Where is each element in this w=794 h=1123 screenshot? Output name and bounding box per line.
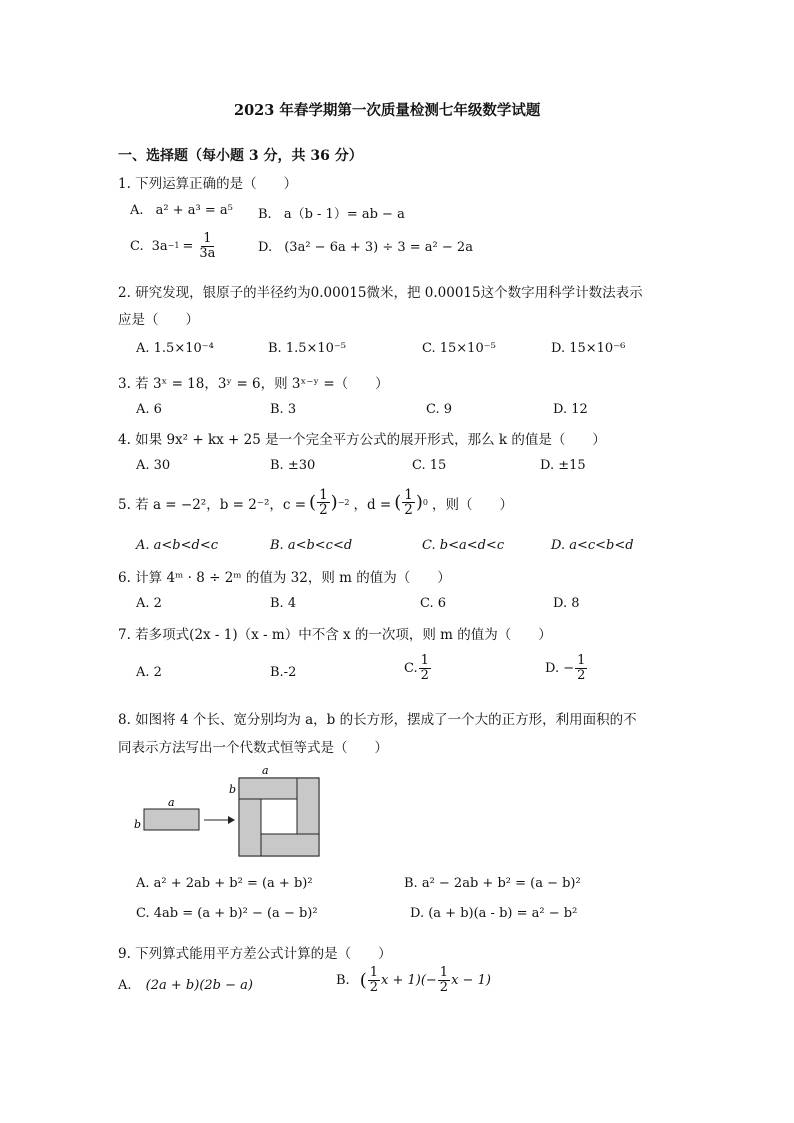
q7-c-fraction <box>419 654 431 682</box>
q1-option-d[interactable] <box>258 240 473 255</box>
q1-option-b[interactable] <box>258 203 405 222</box>
section-heading: 一、选择题（每小题 3 分，共 36 分） <box>118 148 363 164</box>
q9-option-b[interactable] <box>336 966 491 994</box>
q9-b-fraction2 <box>438 966 450 994</box>
q9-b-open: ( <box>359 969 367 991</box>
q7-option-d[interactable] <box>545 654 588 682</box>
q8-option-a[interactable]: A. a² + 2ab + b² = (a + b)² <box>136 876 313 891</box>
q2-option-d[interactable]: D. 15×10⁻⁶ <box>551 341 626 356</box>
rect-left <box>239 799 261 856</box>
q9-a-label: A. <box>118 978 132 993</box>
q8-option-d[interactable]: D. (a + b)(a - b) = a² − b² <box>410 906 578 921</box>
arrow-head-icon <box>228 816 235 824</box>
q5-option-c[interactable]: C. b<a<d<c <box>422 538 505 553</box>
q9-option-a[interactable] <box>118 978 253 993</box>
q1-b-text: a（b - 1）= ab − a <box>283 207 405 222</box>
rect-right <box>297 778 319 834</box>
q9-stem: 9. 下列算式能用平方差公式计算的是（ ） <box>118 946 392 962</box>
q1-c-fraction <box>197 232 217 260</box>
q6-option-d[interactable]: D. 8 <box>553 596 580 611</box>
q9-b-label: B. <box>336 972 350 988</box>
q7-d-num: 1 <box>577 653 586 668</box>
fig-label-b-large: b <box>229 783 237 796</box>
single-rectangle <box>144 809 199 830</box>
q1-d-label: D. <box>258 240 273 255</box>
q5-c-fraction <box>317 488 330 517</box>
q1-stem: 1. 下列运算正确的是（ ） <box>118 176 298 192</box>
q6-option-b[interactable]: B. 4 <box>270 596 297 611</box>
q3-option-d[interactable]: D. 12 <box>553 402 588 417</box>
q1-c-eq: = <box>182 238 194 254</box>
q1-option-c[interactable]: C. 3a −1 = $\frac{1}{3a}$ <box>130 231 216 261</box>
fig-label-b-small: b <box>134 818 142 831</box>
q5-c-num: 1 <box>319 487 328 503</box>
q5-d-num: 1 <box>404 487 413 503</box>
fig-label-a-small: a <box>168 796 175 809</box>
q5-stem: 5. 若 a = −2²，b = 2⁻²，c = ( $\frac{1}{2}$ ) −2 ，d = ( $\frac{1}{2}$ ) 0 ，则（ ） <box>118 487 513 519</box>
q7-option-b[interactable]: B.-2 <box>270 665 297 680</box>
q3-option-a[interactable]: A. 6 <box>136 402 162 417</box>
q9-b-mid2: x − 1) <box>451 972 491 988</box>
q4-option-c[interactable]: C. 15 <box>412 458 447 473</box>
q2-option-c[interactable]: C. 15×10⁻⁵ <box>422 341 496 356</box>
q6-option-c[interactable]: C. 6 <box>420 596 447 611</box>
q6-stem: 6. 计算 4ᵐ · 8 ÷ 2ᵐ 的值为 32，则 m 的值为（ ） <box>118 570 451 586</box>
q5-option-d[interactable]: D. a<c<b<d <box>551 538 634 553</box>
q6-option-a[interactable]: A. 2 <box>136 596 162 611</box>
q9-b-den1: 2 <box>369 979 378 995</box>
q5-stem-end: ，则（ ） <box>432 496 513 513</box>
q4-option-a[interactable]: A. 30 <box>136 458 171 473</box>
rectangles-figure <box>128 760 328 860</box>
q9-b-num1: 1 <box>369 965 378 980</box>
q3-stem: 3. 若 3ˣ = 18，3ʸ = 6，则 3ˣ⁻ʸ =（ ） <box>118 376 389 392</box>
q1-c-label: C. <box>130 238 144 254</box>
q1-c-den: 3a <box>199 245 216 261</box>
q5-d-den: 2 <box>404 502 413 519</box>
q5-option-b[interactable]: B. a<b<c<d <box>270 538 353 553</box>
q9-b-mid1: x + 1)(− <box>381 972 437 988</box>
q7-option-c[interactable] <box>404 654 432 682</box>
q4-option-b[interactable]: B. ±30 <box>270 458 316 473</box>
q1-d-text: (3a² − 6a + 3) ÷ 3 = a² − 2a <box>284 240 473 255</box>
q1-c-lhs: 3a <box>151 238 168 254</box>
q4-stem: 4. 如果 9x² + kx + 25 是一个完全平方公式的展开形式，那么 k 的值是（ ） <box>118 432 606 448</box>
q1-a-label: A. <box>130 203 144 218</box>
q2-option-b[interactable]: B. 1.5×10⁻⁵ <box>268 341 346 356</box>
q8-option-c[interactable]: C. 4ab = (a + b)² − (a − b)² <box>136 906 318 921</box>
rect-bottom <box>261 834 319 856</box>
q7-d-fraction <box>575 654 587 682</box>
q2-option-a[interactable]: A. 1.5×10⁻⁴ <box>136 341 214 356</box>
q7-c-den: 2 <box>420 667 429 683</box>
q8-stem-line1: 8. 如图将 4 个长、宽分别均为 a，b 的长方形，摆成了一个大的正方形，利用面积的不 <box>118 712 637 728</box>
q7-c-num: 1 <box>420 653 429 668</box>
q4-option-d[interactable]: D. ±15 <box>540 458 586 473</box>
q1-a-text: a² + a³ = a⁵ <box>155 203 233 218</box>
q7-d-label: D. − <box>545 660 575 676</box>
q8-option-b[interactable]: B. a² − 2ab + b² = (a − b)² <box>404 876 581 891</box>
q2-stem-line2: 应是（ ） <box>118 312 199 328</box>
q1-b-label: B. <box>258 207 272 222</box>
q5-c-den: 2 <box>319 502 328 519</box>
rect-top <box>239 778 297 799</box>
q7-stem: 7. 若多项式(2x - 1)（x - m）中不含 x 的一次项，则 m 的值为（ ） <box>118 627 552 643</box>
q7-c-label: C. <box>404 660 418 676</box>
q3-option-b[interactable]: B. 3 <box>270 402 297 417</box>
q9-a-text: (2a + b)(2b − a) <box>145 978 253 993</box>
q5-option-a[interactable]: A. a<b<d<c <box>136 538 219 553</box>
q1-c-num: 1 <box>203 231 212 246</box>
q8-stem-line2: 同表示方法写出一个代数式恒等式是（ ） <box>118 740 388 756</box>
q9-b-den2: 2 <box>439 979 449 995</box>
q5-d-fraction <box>402 488 415 517</box>
q5-stem-a: 5. 若 a = −2²，b = 2⁻²，c = <box>118 496 307 513</box>
q1-option-a[interactable] <box>130 203 233 218</box>
q2-stem-line1: 2. 研究发现，银原子的半径约为0.00015微米，把 0.00015这个数字用科学计数法表示 <box>118 285 643 301</box>
q9-b-num2: 1 <box>439 965 449 980</box>
q5-stem-d: ，d = <box>353 496 392 513</box>
q3-option-c[interactable]: C. 9 <box>426 402 453 417</box>
q7-option-a[interactable]: A. 2 <box>136 665 162 680</box>
q7-d-den: 2 <box>577 667 586 683</box>
fig-label-a-large: a <box>262 764 269 777</box>
page-title: 2023 年春学期第一次质量检测七年级数学试题 <box>234 102 541 119</box>
q9-b-fraction1 <box>368 966 380 994</box>
